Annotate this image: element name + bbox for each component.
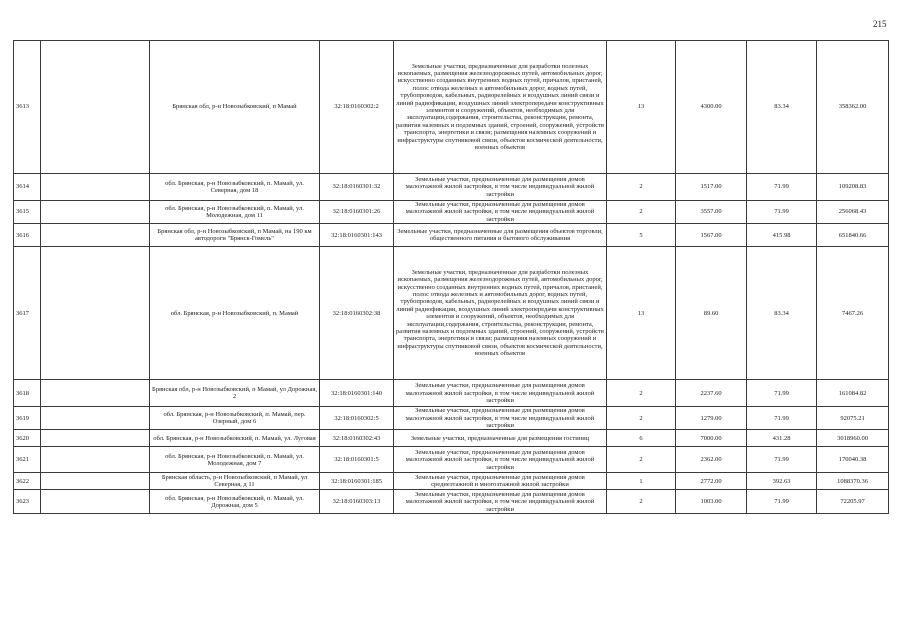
cadastral-value-table — [13, 40, 889, 514]
area-cell: 2237.60 — [676, 380, 747, 407]
specific-value-cell: 71.99 — [747, 380, 817, 407]
land-use-cell: Земельные участки, предназначенные для размещения домов малоэтажной жилой застройки, в том числе индивидуальной жилой застройки — [394, 407, 607, 430]
table-row — [14, 174, 889, 201]
table-row — [14, 490, 889, 514]
specific-value-cell: 415.98 — [747, 224, 817, 247]
blank-cell — [41, 447, 150, 473]
cadastral-number-cell: 32:18:0160301:5 — [320, 447, 394, 473]
address-cell: Брянская обл, р-н Новозыбковский, п Мамай — [150, 41, 320, 174]
table-row — [14, 201, 889, 224]
group-number-cell: 2 — [607, 447, 676, 473]
area-cell: 2362.00 — [676, 447, 747, 473]
cadastral-value-cell: 1088370.36 — [817, 473, 889, 490]
group-number-cell: 2 — [607, 490, 676, 514]
cadastral-number-cell: 32:18:0160302:38 — [320, 247, 394, 380]
area-cell: 2772.00 — [676, 473, 747, 490]
group-number-cell: 5 — [607, 224, 676, 247]
specific-value-cell: 71.99 — [747, 201, 817, 224]
cadastral-number-cell: 32:18:0160302:2 — [320, 41, 394, 174]
specific-value-cell: 71.99 — [747, 407, 817, 430]
row-number: 3616 — [14, 224, 41, 247]
cadastral-value-cell: 256068.43 — [817, 201, 889, 224]
row-number: 3622 — [14, 473, 41, 490]
blank-cell — [41, 224, 150, 247]
table-row — [14, 430, 889, 447]
blank-cell — [41, 247, 150, 380]
specific-value-cell: 83.34 — [747, 247, 817, 380]
cadastral-number-cell: 32:18:0160302:43 — [320, 430, 394, 447]
group-number-cell: 6 — [607, 430, 676, 447]
table-row — [14, 380, 889, 407]
land-use-cell: Земельные участки, предназначенные для размещения гостиниц — [394, 430, 607, 447]
land-use-cell: Земельные участки, предназначенные для размещения домов среднеэтажной и многоэтажной жилой застройки — [394, 473, 607, 490]
cadastral-number-cell: 32:18:0160301:32 — [320, 174, 394, 201]
cadastral-number-cell: 32:18:0160302:5 — [320, 407, 394, 430]
cadastral-number-cell: 32:18:0160301:140 — [320, 380, 394, 407]
cadastral-value-cell: 72205.97 — [817, 490, 889, 514]
area-cell: 7000.00 — [676, 430, 747, 447]
address-cell: обл. Брянская, р-н Новозыбковский, п. Мамай, ул. Молодежная, дом 7 — [150, 447, 320, 473]
area-cell: 3557.00 — [676, 201, 747, 224]
area-cell: 1517.00 — [676, 174, 747, 201]
specific-value-cell: 83.34 — [747, 41, 817, 174]
group-number-cell: 13 — [607, 247, 676, 380]
land-use-cell: Земельные участки, предназначенные для размещения домов малоэтажной жилой застройки, в том числе индивидуальной жилой застройки — [394, 447, 607, 473]
address-cell: Брянская обл, р-н Новозыбковский, п Мамай, на 190 км автодороги "Брянск-Гомель" — [150, 224, 320, 247]
table-row — [14, 224, 889, 247]
row-number: 3620 — [14, 430, 41, 447]
area-cell: 1279.00 — [676, 407, 747, 430]
cadastral-value-cell: 358362.00 — [817, 41, 889, 174]
land-use-cell: Земельные участки, предназначенные для размещения домов малоэтажной жилой застройки, в том числе индивидуальной жилой застройки — [394, 380, 607, 407]
cadastral-number-cell: 32:18:0160301:185 — [320, 473, 394, 490]
cadastral-value-cell: 651840.66 — [817, 224, 889, 247]
address-cell: обл. Брянская, р-н Новозыбковский, п. Мамай — [150, 247, 320, 380]
cadastral-value-cell: 109208.83 — [817, 174, 889, 201]
specific-value-cell: 392.63 — [747, 473, 817, 490]
blank-cell — [41, 473, 150, 490]
area-cell: 89.60 — [676, 247, 747, 380]
row-number: 3618 — [14, 380, 41, 407]
row-number: 3617 — [14, 247, 41, 380]
cadastral-value-cell: 170040.38 — [817, 447, 889, 473]
cadastral-number-cell: 32:18:0160301:26 — [320, 201, 394, 224]
blank-cell — [41, 430, 150, 447]
cadastral-value-cell: 3018960.00 — [817, 430, 889, 447]
row-number: 3619 — [14, 407, 41, 430]
blank-cell — [41, 380, 150, 407]
address-cell: обл. Брянская, р-н Новозыбковский, п. Мамай, ул. Северная, дом 18 — [150, 174, 320, 201]
land-use-cell: Земельные участки, предназначенные для размещения домов малоэтажной жилой застройки, в том числе индивидуальной жилой застройки — [394, 490, 607, 514]
group-number-cell: 2 — [607, 201, 676, 224]
land-use-cell: Земельные участки, предназначенные для разработки полезных ископаемых, размещения железнодорожных путей, автомобильных дорог, искусственно созданных внутренних водных путей, причалов, пристаней, полос отвода железных и автомобильных дорог, водных путей, трубопроводов, кабельных, радиорелейных и воздушных линий связи и линий радиофикации, воздушных линий электропередачи конструктивных элементов и сооружений, объектов, необходимых для эксплуатации,содержания, строительства, реконструкции, ремонта, развития наземных и подземных зданий, строений, сооружений, устройств транспорта, энергетики и связи; размещения наземных сооружений и инфраструктуры спутниковой связи, объектов космической деятельности, военных объектов — [394, 41, 607, 174]
area-cell: 4300.00 — [676, 41, 747, 174]
area-cell: 1003.00 — [676, 490, 747, 514]
specific-value-cell: 71.99 — [747, 490, 817, 514]
blank-cell — [41, 490, 150, 514]
group-number-cell: 2 — [607, 380, 676, 407]
row-number: 3614 — [14, 174, 41, 201]
land-use-cell: Земельные участки, предназначенные для размещения объектов торговли, общественного питания и бытового обслуживания — [394, 224, 607, 247]
address-cell: Брянская обл, р-н Новозыбковский, п Мамай, ул Дорожная, 2 — [150, 380, 320, 407]
cadastral-value-cell: 161084.82 — [817, 380, 889, 407]
row-number: 3623 — [14, 490, 41, 514]
specific-value-cell: 431.28 — [747, 430, 817, 447]
cadastral-number-cell: 32:18:0160303:13 — [320, 490, 394, 514]
cadastral-number-cell: 32:18:0160301:143 — [320, 224, 394, 247]
table-row — [14, 473, 889, 490]
cadastral-value-cell: 92075.21 — [817, 407, 889, 430]
address-cell: обл. Брянская, р-н Новозыбковский, п. Мамай, ул. Молодежная, дом 11 — [150, 201, 320, 224]
land-use-cell: Земельные участки, предназначенные для размещения домов малоэтажной жилой застройки, в том числе индивидуальной жилой застройки — [394, 174, 607, 201]
address-cell: Брянская область, р-н Новозыбковский, п Мамай, ул Северная, д 11 — [150, 473, 320, 490]
table-row — [14, 407, 889, 430]
cadastral-value-cell: 7467.26 — [817, 247, 889, 380]
group-number-cell: 13 — [607, 41, 676, 174]
group-number-cell: 2 — [607, 174, 676, 201]
blank-cell — [41, 407, 150, 430]
blank-cell — [41, 41, 150, 174]
page-number: 215 — [873, 19, 887, 29]
address-cell: обл. Брянская, р-н Новозыбковский, п. Мамай, пер. Озерный, дом 6 — [150, 407, 320, 430]
row-number: 3621 — [14, 447, 41, 473]
land-use-cell: Земельные участки, предназначенные для разработки полезных ископаемых, размещения железнодорожных путей, автомобильных дорог, искусственно созданных внутренних водных путей, причалов, пристаней, полос отвода железных и автомобильных дорог, водных путей, трубопроводов, кабельных, радиорелейных и воздушных линий связи и линий радиофикации, воздушных линий электропередачи конструктивных элементов и сооружений, объектов, необходимых для эксплуатации,содержания, строительства, реконструкции, ремонта, развития наземных и подземных зданий, строений, сооружений, устройств транспорта, энергетики и связи; размещения наземных сооружений и инфраструктуры спутниковой связи, объектов космической деятельности, военных объектов — [394, 247, 607, 380]
row-number: 3613 — [14, 41, 41, 174]
specific-value-cell: 71.99 — [747, 447, 817, 473]
address-cell: обл. Брянская, р-н Новозыбковский, п. Мамай, ул. Дорожная, дом 5 — [150, 490, 320, 514]
group-number-cell: 2 — [607, 407, 676, 430]
specific-value-cell: 71.99 — [747, 174, 817, 201]
table-row — [14, 247, 889, 380]
table-row — [14, 447, 889, 473]
area-cell: 1567.00 — [676, 224, 747, 247]
address-cell: обл. Брянская, р-н Новозыбковский, п. Мамай, ул. Луговая — [150, 430, 320, 447]
row-number: 3615 — [14, 201, 41, 224]
blank-cell — [41, 174, 150, 201]
table-body — [14, 41, 889, 514]
blank-cell — [41, 201, 150, 224]
land-use-cell: Земельные участки, предназначенные для размещения домов малоэтажной жилой застройки, в том числе индивидуальной жилой застройки — [394, 201, 607, 224]
group-number-cell: 1 — [607, 473, 676, 490]
table-row — [14, 41, 889, 174]
